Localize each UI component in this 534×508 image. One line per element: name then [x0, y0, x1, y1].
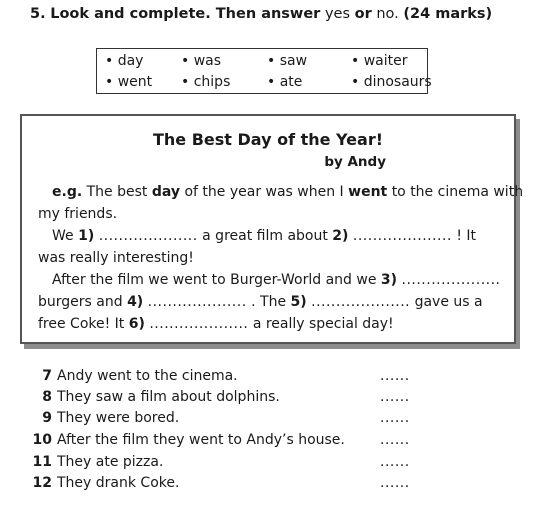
story-text: to the cinema with	[391, 184, 524, 200]
exercise-instruction: Look and complete. Then answer	[50, 6, 321, 22]
word-box-item: • ate	[267, 74, 302, 90]
word-box-item: • waiter	[351, 53, 408, 69]
word-box	[96, 48, 432, 94]
story-line-3	[52, 272, 501, 288]
answer-blank[interactable]: ......	[380, 454, 410, 470]
word-box-item: • chips	[181, 74, 230, 90]
question-row	[30, 475, 179, 491]
question-number: 10	[32, 432, 52, 448]
blank-number: 4)	[127, 294, 144, 310]
blank-number: 1)	[78, 228, 95, 244]
question-text: They drank Coke.	[57, 475, 180, 491]
story-line-1	[52, 228, 476, 244]
question-text: They ate pizza.	[57, 454, 164, 470]
story-text: free Coke! It	[38, 316, 125, 332]
story-text: ! It	[456, 228, 477, 244]
story-text: gave us a	[414, 294, 483, 310]
question-row	[30, 389, 280, 405]
story-title: The Best Day of the Year!	[152, 130, 384, 149]
no-word: no.	[376, 6, 399, 22]
answer-blank[interactable]: ......	[380, 410, 410, 426]
question-row	[30, 454, 163, 470]
blank-number: 2)	[332, 228, 349, 244]
or-word: or	[354, 6, 372, 22]
blank-number: 6)	[128, 316, 145, 332]
blank-3[interactable]: ....................	[401, 272, 501, 288]
question-row	[30, 432, 345, 448]
story-text: . The	[251, 294, 287, 310]
question-number: 11	[32, 454, 52, 470]
question-row	[30, 410, 179, 426]
blank-1[interactable]: ....................	[98, 228, 198, 244]
story-text: The best	[86, 184, 148, 200]
story-text: burgers and	[38, 294, 123, 310]
story-box	[20, 114, 524, 344]
question-text: After the film they went to Andy’s house.	[57, 432, 345, 448]
story-text: a great film about	[202, 228, 328, 244]
blank-number: 5)	[290, 294, 307, 310]
question-number: 7	[42, 368, 52, 384]
blank-5[interactable]: ....................	[311, 294, 411, 310]
word-box-item: • saw	[267, 53, 307, 69]
answer-blank[interactable]: ......	[380, 389, 410, 405]
story-text: a really special day!	[252, 316, 394, 332]
story-line-5	[38, 316, 394, 332]
example-answer: went	[348, 184, 388, 200]
story-line-4	[38, 294, 483, 310]
question-text: Andy went to the cinema.	[57, 368, 238, 384]
question-number: 12	[32, 475, 52, 491]
exercise-heading	[30, 6, 492, 22]
word-box-item: • day	[105, 53, 143, 69]
question-number: 9	[42, 410, 52, 426]
example-label: e.g.	[52, 184, 83, 200]
blank-6[interactable]: ....................	[149, 316, 249, 332]
question-text: They saw a film about dolphins.	[57, 389, 280, 405]
story-author: by Andy	[324, 154, 386, 170]
word-box-item: • was	[181, 53, 221, 69]
question-number: 8	[42, 389, 52, 405]
word-box-item: • went	[105, 74, 152, 90]
blank-4[interactable]: ....................	[147, 294, 247, 310]
question-text: They were bored.	[57, 410, 180, 426]
example-line	[52, 184, 523, 200]
example-answer: day	[151, 184, 181, 200]
blank-number: 3)	[380, 272, 398, 288]
word-box-item: • dinosaurs	[351, 74, 432, 90]
story-text: We	[52, 228, 74, 244]
story-text: of the year was when I	[184, 184, 344, 200]
blank-2[interactable]: ....................	[352, 228, 452, 244]
answer-blank[interactable]: ......	[380, 368, 410, 384]
answer-blank[interactable]: ......	[380, 475, 410, 491]
story-text: was really interesting!	[38, 250, 194, 266]
story-text: my friends.	[38, 206, 118, 222]
story-text: After the film we went to Burger-World and we	[52, 272, 377, 288]
exercise-number: 5.	[30, 6, 46, 22]
answer-blank[interactable]: ......	[380, 432, 410, 448]
yes-word: yes	[324, 6, 350, 22]
question-row	[30, 368, 238, 384]
marks-label: (24 marks)	[403, 6, 493, 22]
